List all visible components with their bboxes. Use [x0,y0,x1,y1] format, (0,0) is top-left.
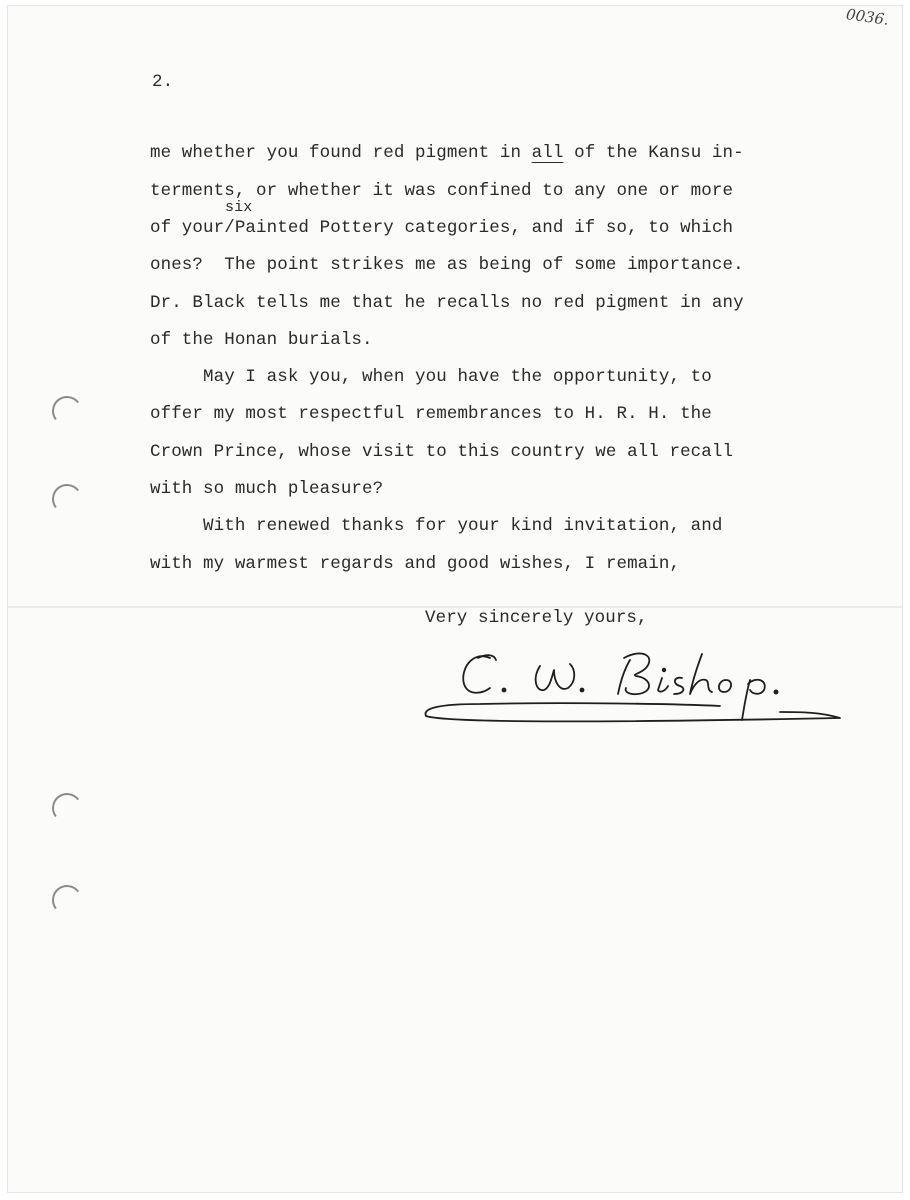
archive-number: 0036. [844,5,890,29]
inserted-word: six [225,199,253,216]
body-line-9: Crown Prince, whose visit to this country we all recall [150,442,734,462]
underlined-word: all [531,143,564,163]
body-line-1-start: me whether you found red pigment in [150,143,532,163]
body-line-8: offer my most respectful remembrances to H. R. H. the [150,404,712,424]
body-line-2: terments, or whether it was confined to any one or more [150,181,734,201]
signature-image [420,640,850,740]
body-line-3: of your/Painted Pottery categories, and if so, to which [150,218,734,238]
body-line-11: With renewed thanks for your kind invitation, and [150,516,723,536]
body-line-1-end: of the Kansu in- [563,143,744,163]
body-line-7: May I ask you, when you have the opportunity, to [150,367,712,387]
body-line-4: ones? The point strikes me as being of some importance. [150,255,744,275]
body-line-12: with my warmest regards and good wishes, I remain, [150,554,681,574]
body-line-5: Dr. Black tells me that he recalls no red pigment in any [150,293,744,313]
page-number: 2. [152,72,174,92]
closing-line: Very sincerely yours, [425,608,648,628]
body-line-10: with so much pleasure? [150,479,384,499]
body-line-1 [150,143,744,163]
body-line-6: of the Honan burials. [150,330,373,350]
